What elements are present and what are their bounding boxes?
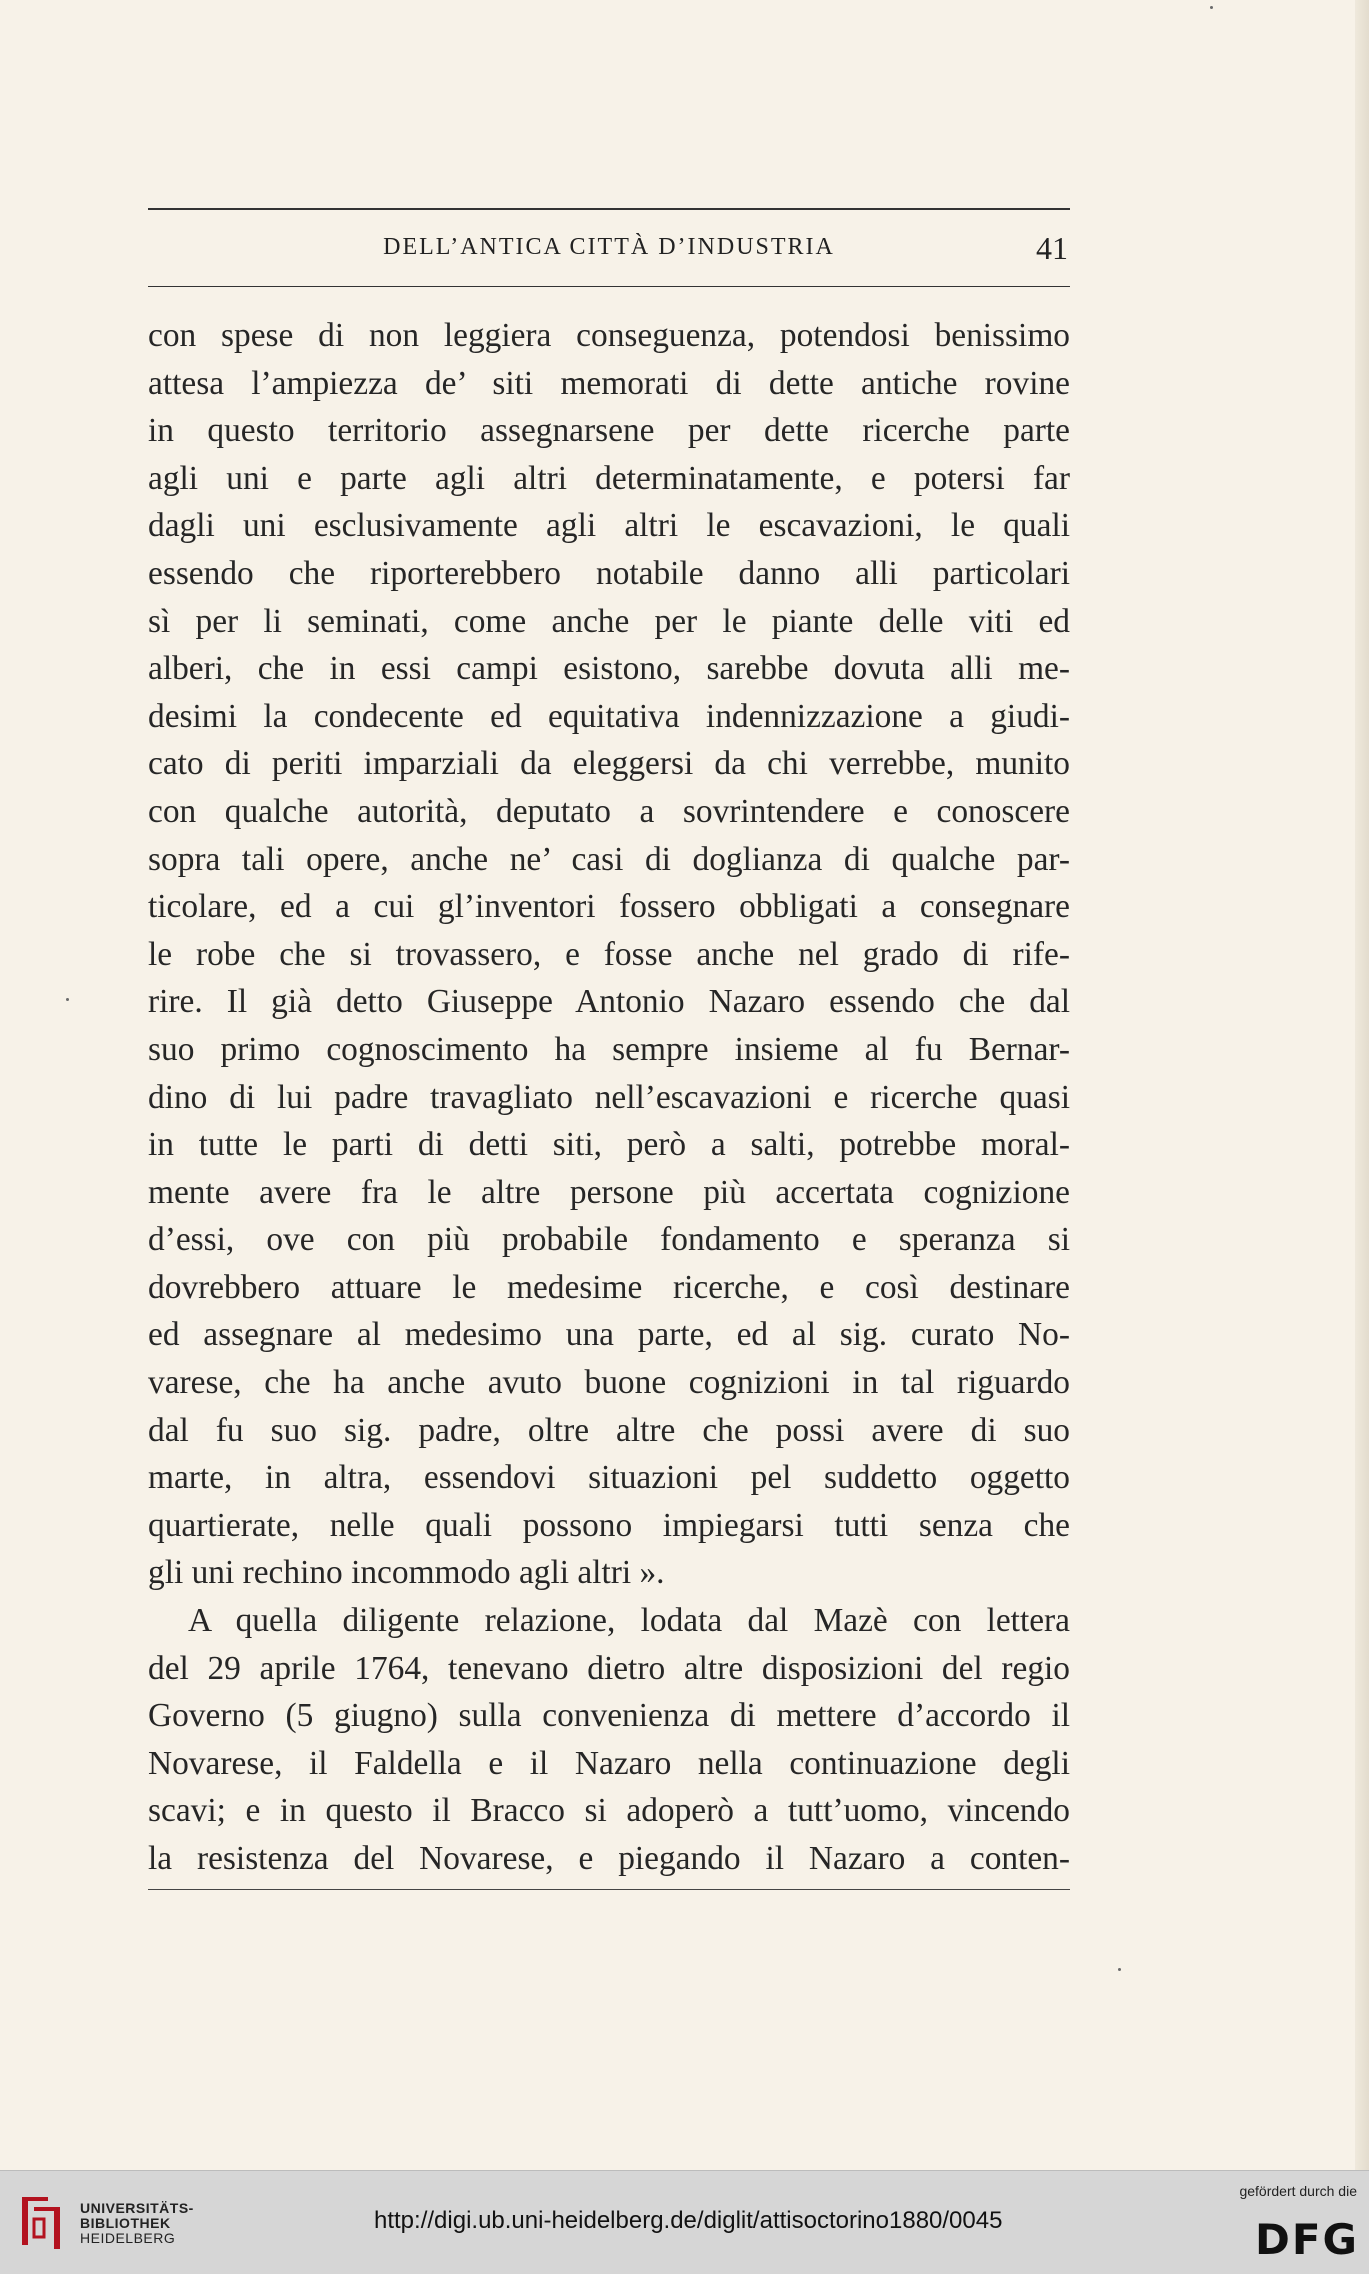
viewer-footer (0, 2170, 1369, 2274)
text-line: agli uni e parte agli altri determinatamente, e potersi far (148, 459, 1070, 497)
library-name-line: BIBLIOTHEK (80, 2215, 171, 2231)
library-name-line: HEIDELBERG (80, 2230, 176, 2246)
text-line: sopra tali opere, anche ne’ casi di doglianza di qualche par- (148, 840, 1070, 878)
university-library-logo-icon (14, 2191, 70, 2255)
scan-speck (1118, 1968, 1121, 1971)
scan-speck (66, 998, 69, 1001)
text-line: ed assegnare al medesimo una parte, ed al sig. curato No- (148, 1316, 1070, 1354)
text-line: essendo che riporterebbero notabile danno alli particolari (148, 554, 1070, 592)
text-line: dagli uni esclusivamente agli altri le escavazioni, le quali (148, 507, 1070, 545)
text-line: con qualche autorità, deputato a sovrintendere e conoscere (148, 792, 1070, 830)
text-line: in tutte le parti di detti siti, però a salti, potrebbe moral- (148, 1126, 1070, 1164)
library-name (80, 2201, 194, 2246)
paragraph-end-line: gli uni rechino incommodo agli altri ». (148, 1554, 665, 1592)
text-line: Novarese, il Faldella e il Nazaro nella continuazione degli (148, 1744, 1070, 1782)
text-line: Governo (5 giugno) sulla convenienza di mettere d’accordo il (148, 1697, 1070, 1735)
bottom-rule (148, 1889, 1070, 1890)
text-line: sì per li seminati, come anche per le piante delle viti ed (148, 602, 1070, 640)
text-line: rire. Il già detto Giuseppe Antonio Nazaro essendo che dal (148, 983, 1070, 1021)
page-edge (1355, 0, 1369, 2170)
scan-speck (1210, 6, 1213, 9)
text-line: in questo territorio assegnarsene per dette ricerche parte (148, 412, 1070, 450)
text-line: la resistenza del Novarese, e piegando il Nazaro a conten- (148, 1840, 1070, 1877)
text-line: dal fu suo sig. padre, oltre altre che possi avere di suo (148, 1411, 1070, 1449)
text-line: alberi, che in essi campi esistono, sarebbe dovuta alli me- (148, 650, 1070, 688)
text-line: attesa l’ampiezza de’ siti memorati di dette antiche rovine (148, 364, 1070, 402)
text-line: del 29 aprile 1764, tenevano dietro altre disposizioni del regio (148, 1649, 1070, 1687)
text-line: varese, che ha anche avuto buone cognizioni in tal riguardo (148, 1364, 1070, 1402)
text-line: quartierate, nelle quali possono impiegarsi tutti senza che (148, 1506, 1070, 1544)
text-line: marte, in altra, essendovi situazioni pel suddetto oggetto (148, 1459, 1070, 1497)
library-name-line: UNIVERSITÄTS- (80, 2200, 194, 2216)
dfg-logo: DFG (1254, 2215, 1359, 2264)
text-line: scavi; e in questo il Bracco si adoperò a tutt’uomo, vincendo (148, 1792, 1070, 1830)
paragraph-start-line: A quella diligente relazione, lodata dal Mazè con lettera (188, 1602, 1070, 1640)
text-line: suo primo cognoscimento ha sempre insieme al fu Bernar- (148, 1030, 1070, 1068)
body-text (148, 312, 1070, 1883)
text-line: mente avere fra le altre persone più accertata cognizione (148, 1173, 1070, 1211)
text-line: dovrebbero attuare le medesime ricerche, e così destinare (148, 1268, 1070, 1306)
text-line: ticolare, ed a cui gl’inventori fossero obbligati a consegnare (148, 888, 1070, 926)
funding-note: gefördert durch die (1239, 2183, 1357, 2199)
page-number: 41 (1036, 230, 1068, 266)
text-line: con spese di non leggiera conseguenza, potendosi benissimo (148, 317, 1070, 354)
text-line: le robe che si trovassero, e fosse anche nel grado di rife- (148, 935, 1070, 973)
text-line: desimi la condecente ed equitativa indennizzazione a giudi- (148, 697, 1070, 735)
text-line: dino di lui padre travagliato nell’escavazioni e ricerche quasi (148, 1078, 1070, 1116)
text-line: cato di periti imparziali da eleggersi da chi verrebbe, munito (148, 745, 1070, 783)
text-line: d’essi, ove con più probabile fondamento e speranza si (148, 1221, 1070, 1259)
running-head (148, 208, 1070, 287)
permalink-url[interactable]: http://digi.ub.uni-heidelberg.de/diglit/attisoctorino1880/0045 (374, 2207, 1003, 2234)
running-title: DELL’ANTICA CITTÀ D’INDUSTRIA (383, 234, 835, 260)
